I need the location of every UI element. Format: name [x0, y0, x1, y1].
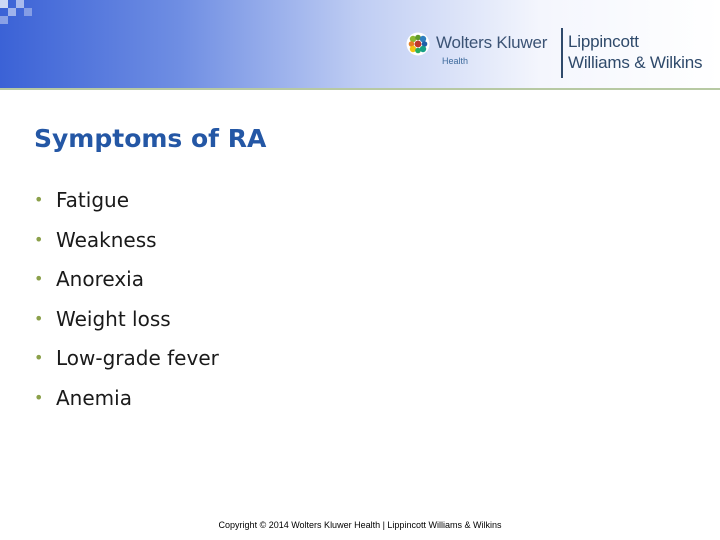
bullet-text: Low-grade fever [56, 346, 219, 371]
bullet-item [34, 186, 219, 226]
logo-divider [561, 28, 563, 78]
bullet-item [34, 265, 219, 305]
bullet-text: Anorexia [56, 267, 144, 292]
bullet-text: Anemia [56, 385, 132, 410]
copyright-text: Copyright © 2014 Wolters Kluwer Health | Lippincott Williams & Wilkins [218, 520, 502, 530]
bullet-icon: • [34, 269, 44, 289]
bullet-icon: • [34, 229, 44, 249]
publisher-logo [406, 28, 716, 80]
bullet-text: Fatigue [56, 188, 129, 212]
bullet-icon: • [34, 387, 44, 407]
decorative-square [0, 16, 8, 24]
imprint-name-line1: Lippincott [568, 32, 639, 51]
decorative-square [16, 0, 24, 8]
bullet-icon: • [34, 190, 44, 209]
bullet-item [34, 305, 219, 345]
decorative-square [0, 0, 8, 8]
slide-title: Symptoms of RA [34, 124, 267, 153]
wolters-kluwer-logo-icon [406, 32, 430, 56]
bullet-item [34, 384, 219, 424]
bullet-icon: • [34, 308, 44, 328]
decorative-square [8, 8, 16, 16]
bullet-text: Weakness [56, 227, 157, 252]
imprint-name-line2: Williams & Wilkins [568, 53, 703, 72]
copyright-footer [0, 520, 720, 530]
bullet-item [34, 226, 219, 266]
bullet-icon: • [34, 348, 44, 368]
header-divider [0, 88, 720, 90]
bullet-text: Weight loss [56, 306, 171, 331]
bullet-list [34, 186, 219, 424]
bullet-item [34, 344, 219, 384]
decorative-square [24, 8, 32, 16]
brand-name: Wolters Kluwer [436, 33, 548, 52]
brand-subtitle: Health [442, 56, 469, 66]
